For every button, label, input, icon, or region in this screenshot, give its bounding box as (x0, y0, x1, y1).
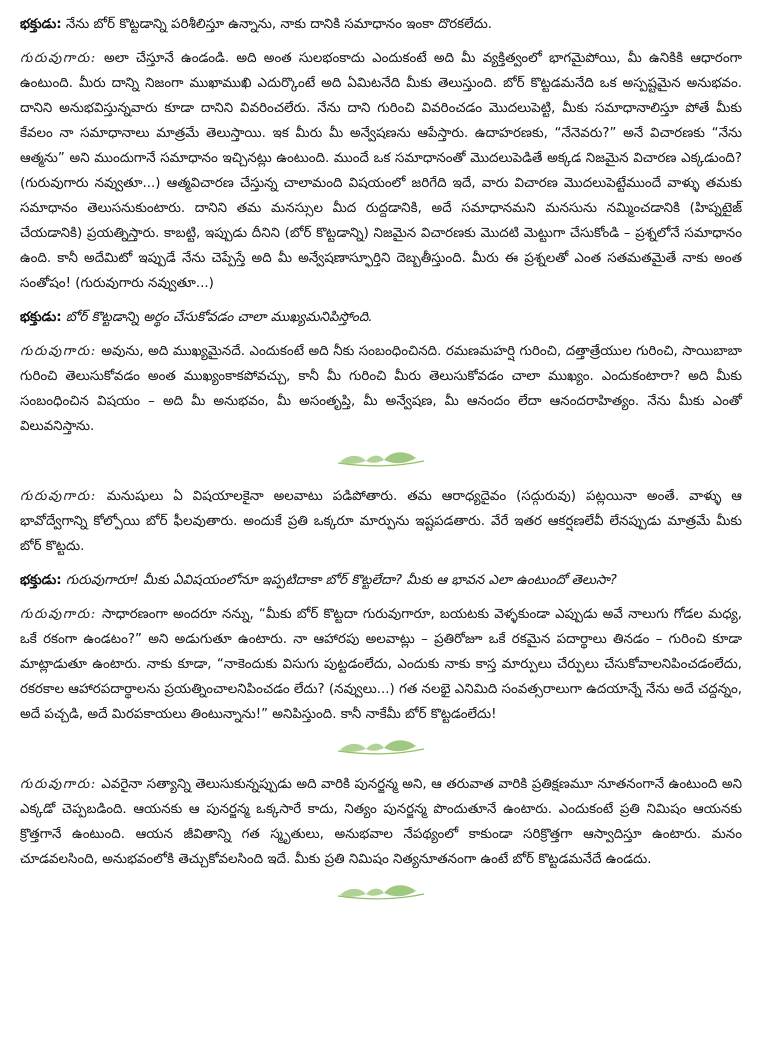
leaf-vine-ornament-icon (20, 448, 742, 470)
guru-speaker-label: గురువుగారు: (20, 489, 97, 504)
paragraph-text: అవును, అది ముఖ్యమైనదే. ఎందుకంటే అది నీకు సంబంధించినది. రమణమహర్షి గురించి, దత్తాత్రేయుల గురించి, సాయిబాబా గురించి తెలుసుకోవడం అంత ముఖ్యంకాకపోవచ్చు, కానీ మీ గురించి మీరు తెలుసుకోవడం చాలా ముఖ్యం. ఎందుకంటారా? అది మీకు సంబంధించిన విషయం – అది మీ అనుభవం, మీ అసంతృప్తి, మీ అన్వేషణ, మీ ఆనందం లేదా ఆనందరాహిత్యం. నేను మీకు ఎంతో విలువనిస్తాను. (20, 344, 742, 434)
paragraph-text: మనుషులు ఏ విషయాలకైనా అలవాటు పడిపోతారు. తమ ఆరాధ్యదైవం (సద్గురువు) పట్లయినా అంతే. వాళ్ళు ఆ భావోద్వేగాన్ని కోల్పోయి బోర్ ఫీలవుతారు. అందుకే ప్రతి ఒక్కరూ మార్పును ఇష్టపడతారు. వేరే ఇతర ఆకర్షణలేవీ లేనప్పుడు మాత్రమే మీకు బోర్ కొట్టదు. (20, 489, 742, 554)
paragraph-text: బోర్ కొట్టడాన్ని అర్థం చేసుకోవడం చాలా ముఖ్యమనిపిస్తోంది. (61, 310, 373, 325)
guru-paragraph (20, 339, 742, 439)
devotee-paragraph (20, 568, 742, 593)
guru-speaker-label: గురువుగారు: (20, 777, 97, 792)
paragraph-text: గురువుగారూ! మీకు ఏవిషయంలోనూ ఇప్పటిదాకా బోర్ కొట్టలేదా? మీకు ఆ భావన ఎలా ఉంటుందో తెలుసా? (61, 573, 617, 588)
paragraph-text: అలా చేస్తూనే ఉండండి. అది అంత సులభంకాదు ఎందుకంటే అది మీ వ్యక్తిత్వంలో భాగమైపోయి, మీ ఉనికికి ఆధారంగా ఉంటుంది. మీరు దాన్ని నిజంగా ముఖాముఖి ఎదుర్కొంటే అది ఏమిటనేది మీకు తెలుస్తుంది. బోర్ కొట్టడమనేది ఒక అస్పష్టమైన అనుభవం. దానిని అనుభవిస్తున్నవారు కూడా దానిని వివరించలేరు. నేను దాని గురించి వివరించడం మొదలుపెట్టి, మీకు సమాధానాలిస్తూ పోతే మీకు కేవలం నా సమాధానాలు మాత్రమే తెలుస్తాయి. ఇక మీరు మీ అన్వేషణను ఆపేస్తారు. ఉదాహరణకు, “నేనెవరు?” అనే విచారణకు “నేను ఆత్మను” అని ముందుగానే సమాధానం ఇచ్చినట్లు ఉంటుంది. ముందే ఒక సమాధానంతో మొదలుపెడితే అక్కడ నిజమైన విచారణ ఎక్కడుంది? (గురువుగారు నవ్వుతూ...) ఆత్మవిచారణ చేస్తున్న చాలామంది విషయంలో జరిగేది ఇదే, వారు విచారణ మొదలుపెట్టేముందే వాళ్ళు తమకు సమాధానం తెలుసనుకుంటారు. దానిని తమ మనస్సుల మీద రుద్దడానికి, అదే సమాధానమని మనసును నమ్మించడానికి (హిప్నటైజ్ చేయడానికి) ప్రయత్నిస్తారు. కాబట్టి, ఇప్పుడు దీనిని (బోర్ కొట్టడాన్ని) నిజమైన విచారణకు మొదటి మెట్టుగా చేసుకోండి – ప్రశ్నలోనే సమాధానం ఉంది. కానీ అదేమిటో ఇప్పుడే నేను చెప్పేస్తే అది మీ అన్వేషణాస్ఫూర్తిని దెబ్బతీస్తుంది. మీరు ఈ ప్రశ్నలతో ఎంత సతమతమైతే నాకు అంత సంతోషం! (గురువుగారు నవ్వుతూ...) (20, 51, 742, 291)
guru-paragraph (20, 602, 742, 727)
guru-speaker-label: గురువుగారు: (20, 344, 97, 359)
paragraph-text: నేను బోర్ కొట్టడాన్ని పరిశీలిస్తూ ఉన్నాను, నాకు దానికి సమాధానం ఇంకా దొరకలేదు. (61, 17, 492, 32)
devotee-speaker-label: భక్తుడు: (20, 17, 62, 32)
guru-speaker-label: గురువుగారు: (20, 607, 97, 622)
leaf-vine-ornament-icon (20, 736, 742, 758)
paragraph-text: సాధారణంగా అందరూ నన్ను, “మీకు బోర్ కొట్టదా గురువుగారూ, బయటకు వెళ్ళకుండా ఎప్పుడు అవే నాలుగు గోడల మధ్య, ఒకే రకంగా ఉండటం?” అని అడుగుతూ ఉంటారు. నా ఆహారపు అలవాట్లు – ప్రతిరోజూ ఒకే రకమైన పదార్థాలు తినడం – గురించి కూడా మాట్లాడుతూ ఉంటారు. నాకు కూడా, “నాకెందుకు విసుగు పుట్టడంలేదు, ఎందుకు నాకు కాస్త మార్పులు చేర్పులు చేసుకోవాలనిపించడంలేదు, రకరకాల ఆహారపదార్థాలను ప్రయత్నించాలనిపించడం లేదు? (నవ్వులు...) గత నలభై ఎనిమిది సంవత్సరాలుగా ఉదయాన్నే నేను అదే చద్దన్నం, అదే పచ్చడి, అదే మిరపకాయలు తింటున్నాను!” అనిపిస్తుంది. కానీ నాకేమీ బోర్ కొట్టడంలేదు! (20, 607, 742, 722)
paragraph-text: ఎవరైనా సత్యాన్ని తెలుసుకున్నప్పుడు అది వారికి పునర్జన్మ అని, ఆ తరువాత వారికి ప్రతిక్షణమూ నూతనంగానే ఉంటుంది అని ఎక్కడో చెప్పబడింది. ఆయనకు ఆ పునర్జన్మ ఒక్కసారే కాదు, నిత్యం పునర్జన్మ పొందుతూనే ఉంటారు. ఎందుకంటే ప్రతి నిమిషం ఆయనకు క్రొత్తగానే ఉంటుంది. ఆయన జీవితాన్ని గత స్మృతులు, అనుభవాల నేపథ్యంలో కాకుండా సరిక్రొత్తగా ఆస్వాదిస్తూ ఉంటారు. మనం చూడవలసింది, అనుభవంలోకి తెచ్చుకోవలసింది ఇదే. మీకు ప్రతి నిమిషం నిత్యనూతనంగా ఉంటే బోర్ కొట్టడమనేదే ఉండదు. (20, 777, 742, 867)
devotee-paragraph (20, 305, 742, 330)
guru-speaker-label: గురువుగారు: (20, 51, 97, 66)
leaf-vine-ornament-icon (20, 881, 742, 903)
devotee-paragraph (20, 12, 742, 37)
guru-paragraph (20, 484, 742, 559)
guru-paragraph (20, 46, 742, 296)
guru-paragraph (20, 772, 742, 872)
devotee-speaker-label: భక్తుడు: (20, 573, 62, 588)
devotee-speaker-label: భక్తుడు: (20, 310, 62, 325)
document-body (20, 12, 742, 917)
